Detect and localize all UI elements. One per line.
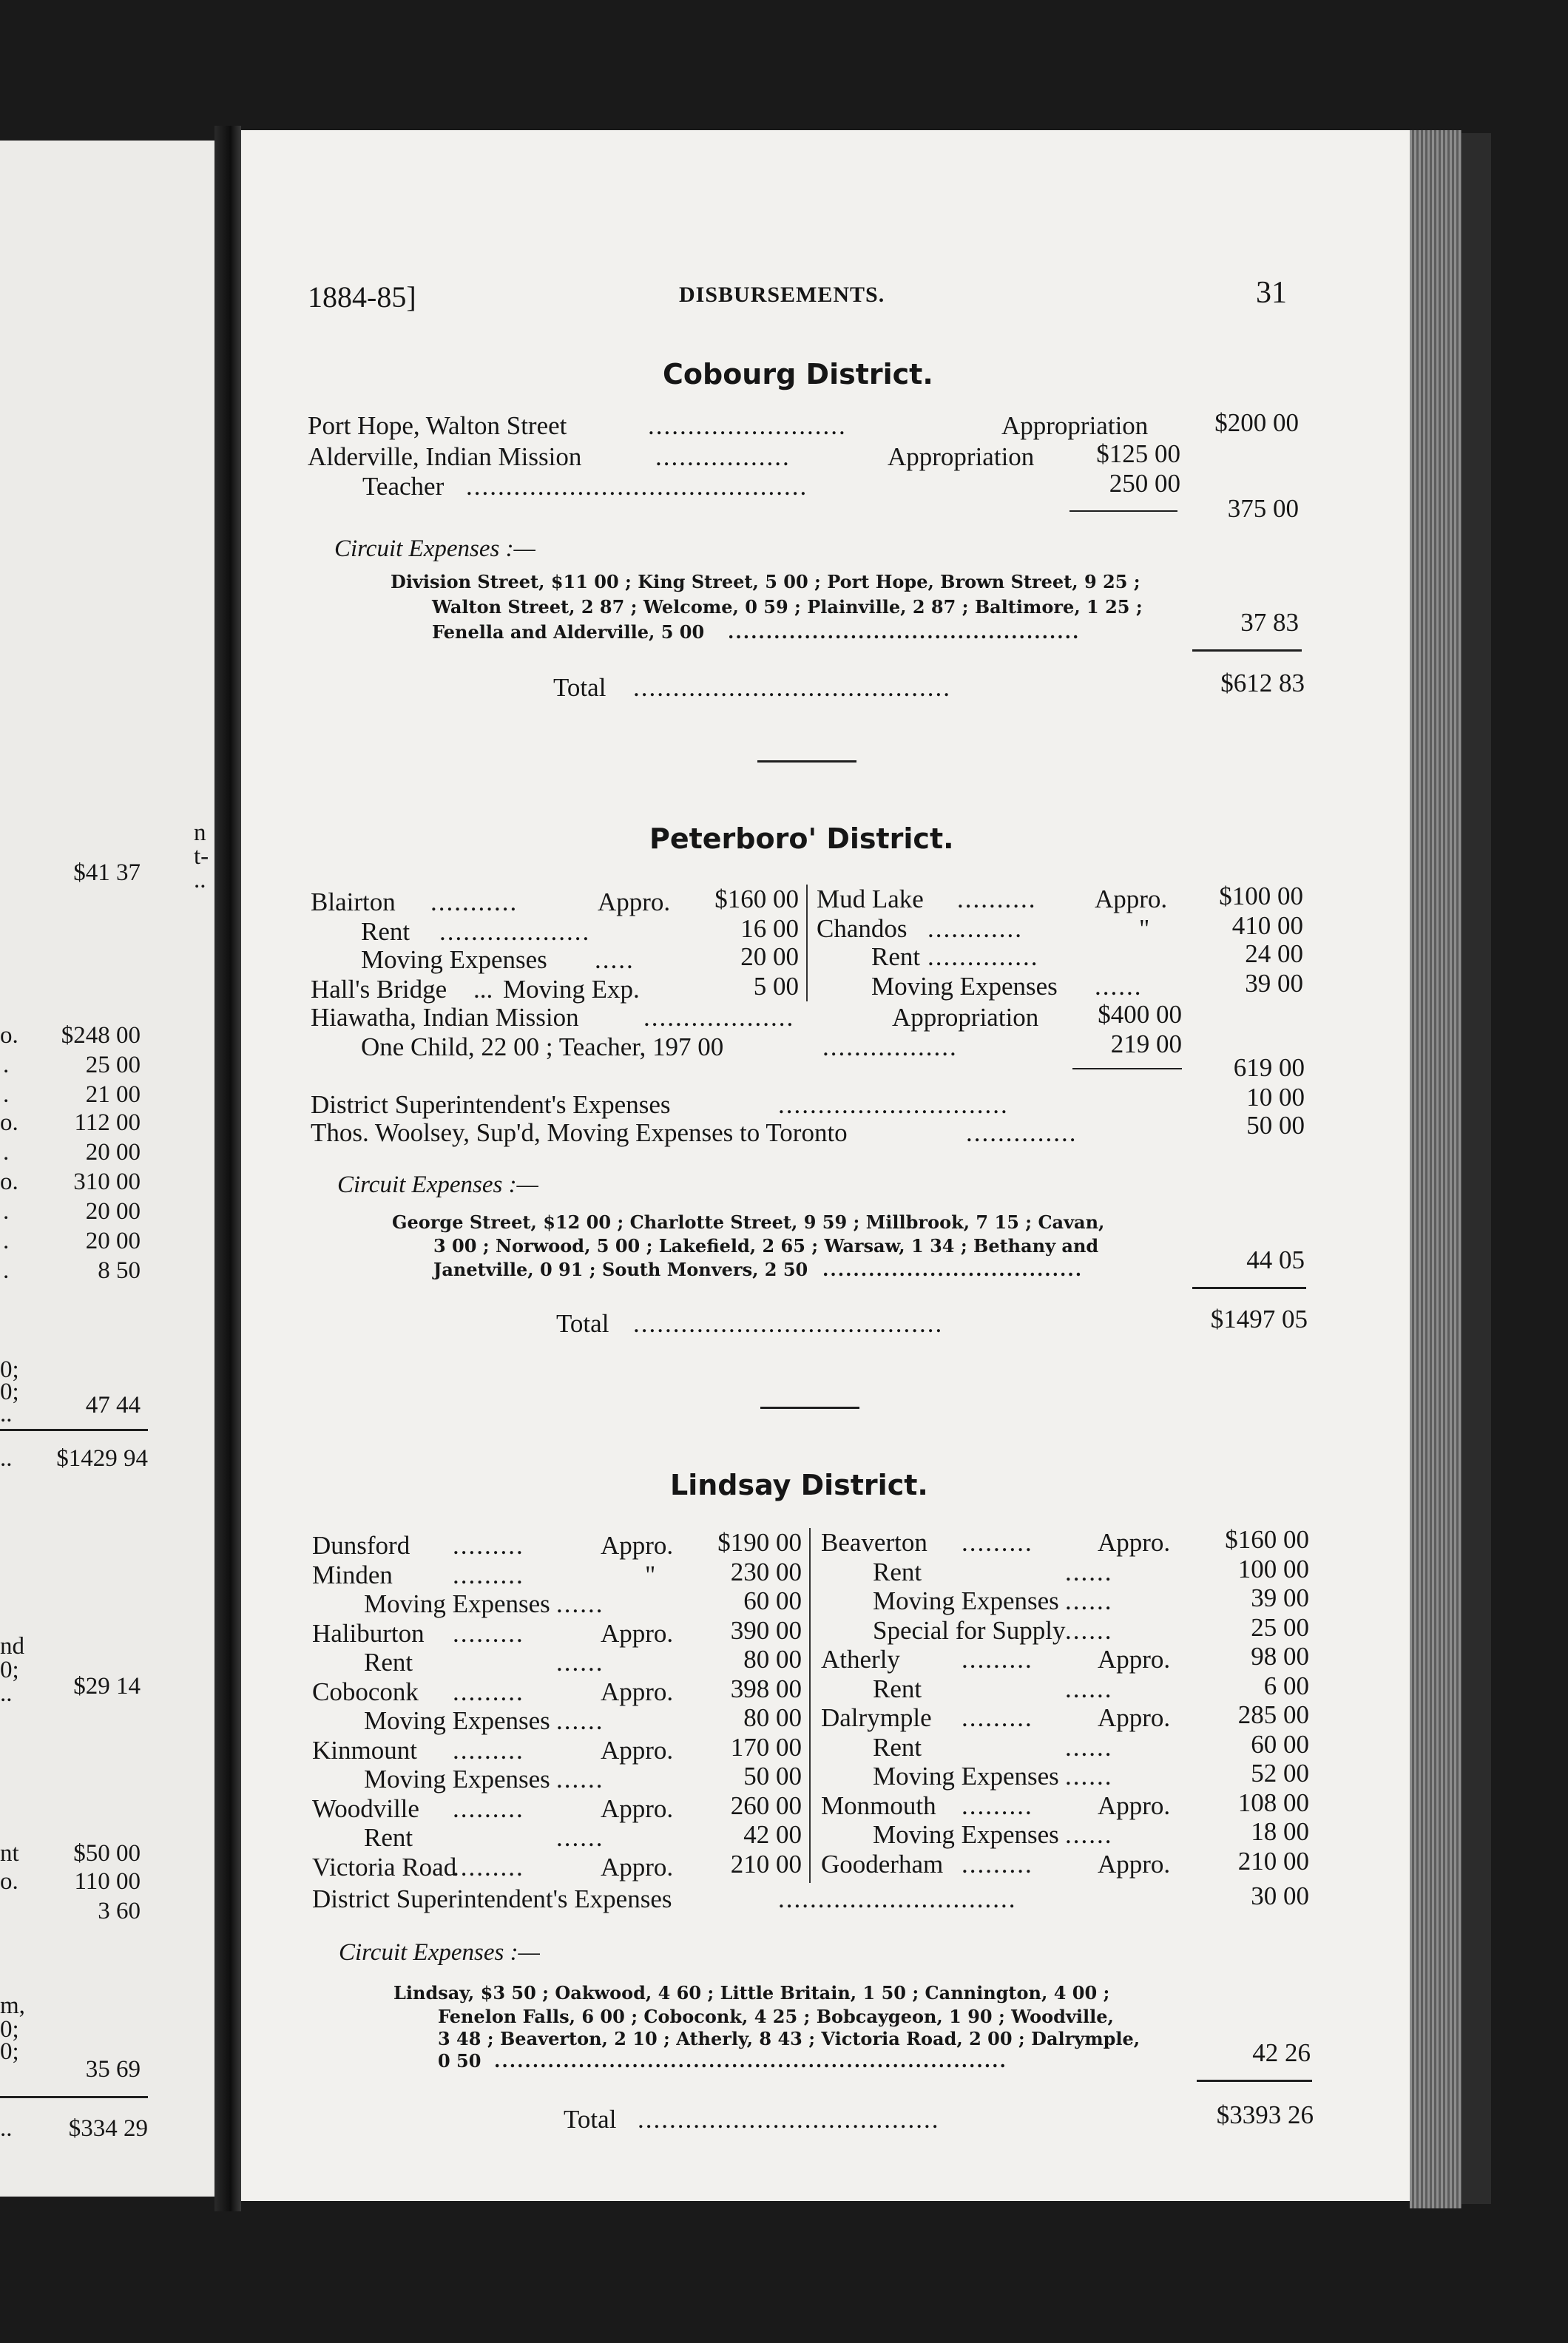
total-label: Total bbox=[553, 673, 606, 702]
entry-amount: 210 00 bbox=[730, 1849, 802, 1879]
entry-label: Special for Supply bbox=[873, 1615, 1066, 1645]
entry-label: Moving Expenses bbox=[873, 1586, 1059, 1615]
entry-amount: 30 00 bbox=[1251, 1882, 1309, 1910]
entry-amount: 52 00 bbox=[1251, 1759, 1309, 1788]
left-amount: 21 00 bbox=[85, 1081, 141, 1108]
entry-label: Mud Lake bbox=[817, 885, 924, 913]
left-amount: 25 00 bbox=[85, 1052, 141, 1078]
entry-amount: 10 00 bbox=[1246, 1083, 1305, 1112]
entry-amount: $190 00 bbox=[717, 1528, 802, 1557]
circuit-line: George Street, $12 00 ; Charlotte Street, 9 59 ; Millbrook, 7 15 ; Cavan, bbox=[392, 1211, 1105, 1233]
left-fragment: t- bbox=[194, 843, 209, 870]
left-fragment: o. bbox=[0, 1868, 18, 1895]
left-fragment: .. bbox=[194, 867, 206, 893]
entry-amount: $160 00 bbox=[1225, 1525, 1309, 1554]
circuit-line: Janetville, 0 91 ; South Monvers, 2 50 bbox=[433, 1259, 808, 1280]
entry-label: Atherly bbox=[821, 1645, 900, 1674]
left-total: $1429 94 bbox=[56, 1445, 148, 1472]
entry-subamount: $125 00 bbox=[1096, 439, 1180, 468]
entry-type: " bbox=[645, 1560, 656, 1589]
total-label: Total bbox=[564, 2105, 617, 2134]
entry-label: Moving Expenses bbox=[871, 972, 1058, 1001]
entry-amount: $200 00 bbox=[1214, 408, 1299, 437]
entry-label: Rent bbox=[364, 1823, 413, 1852]
leader-dots: ...... bbox=[1065, 1762, 1113, 1791]
leader-dots: ......... bbox=[962, 1791, 1033, 1820]
entry-type: Appropriation bbox=[888, 442, 1035, 471]
left-amount: 3 60 bbox=[98, 1898, 141, 1924]
entry-amount: $160 00 bbox=[714, 885, 799, 913]
leader-dots: ................. bbox=[822, 1032, 958, 1061]
leader-dots: ...... bbox=[556, 1648, 604, 1677]
entry-amount: 25 00 bbox=[1251, 1612, 1309, 1642]
total-amount: $1497 05 bbox=[1210, 1305, 1308, 1333]
entry-subamount: $400 00 bbox=[1098, 1000, 1182, 1029]
entry-amount: 44 05 bbox=[1246, 1245, 1305, 1274]
entry-amount: 50 00 bbox=[743, 1762, 802, 1791]
header-year: 1884-85] bbox=[308, 280, 416, 314]
left-total-rule bbox=[0, 1429, 148, 1431]
entry-label: Rent bbox=[361, 917, 410, 946]
entry-amount: 210 00 bbox=[1237, 1846, 1309, 1876]
left-fragment: nt bbox=[0, 1840, 19, 1867]
entry-label: Hall's Bridge bbox=[311, 975, 447, 1004]
entry-type: Moving Exp. bbox=[503, 975, 640, 1004]
entry-label: Moving Expenses bbox=[364, 1765, 550, 1793]
entry-amount: 100 00 bbox=[1237, 1554, 1309, 1583]
left-amount: 112 00 bbox=[74, 1109, 141, 1136]
entry-label: Rent bbox=[873, 1557, 922, 1586]
entry-label: District Superintendent's Expenses bbox=[312, 1884, 672, 1913]
left-amount: $50 00 bbox=[73, 1840, 141, 1867]
leader-dots: ......... bbox=[962, 1528, 1033, 1557]
page-edges bbox=[1410, 130, 1461, 2208]
entry-label: Chandos bbox=[817, 914, 908, 943]
left-fragment: 0; bbox=[0, 1657, 19, 1683]
entry-amount: $100 00 bbox=[1219, 882, 1303, 910]
entry-label: Dunsford bbox=[312, 1531, 410, 1560]
leader-dots: ...... bbox=[1065, 1586, 1113, 1615]
leader-dots: ...... bbox=[1065, 1732, 1113, 1762]
entry-label: Moving Expenses bbox=[873, 1820, 1059, 1849]
entry-label: District Superintendent's Expenses bbox=[311, 1090, 671, 1119]
entry-label: Moving Expenses bbox=[361, 945, 547, 974]
entry-amount: 24 00 bbox=[1245, 939, 1303, 968]
column-divider bbox=[806, 885, 808, 1001]
section-divider bbox=[760, 1407, 859, 1409]
entry-type: " bbox=[1139, 914, 1150, 943]
circuit-label: Circuit Expenses :— bbox=[334, 535, 535, 562]
leader-dots: ...... bbox=[1065, 1820, 1113, 1849]
leader-dots: ................. bbox=[655, 442, 791, 471]
entry-amount: 37 83 bbox=[1240, 608, 1299, 637]
entry-amount: 285 00 bbox=[1237, 1700, 1309, 1729]
left-fragment: 0; bbox=[0, 1379, 19, 1405]
left-fragment: 0; bbox=[0, 1356, 19, 1383]
entry-label: Woodville bbox=[312, 1793, 419, 1823]
leader-dots: ........................................... bbox=[466, 472, 808, 501]
leader-dots: ......... bbox=[453, 1618, 524, 1648]
leader-dots: ...... bbox=[556, 1589, 604, 1618]
entry-type: Appro. bbox=[1098, 1645, 1171, 1674]
entry-label: One Child, 22 00 ; Teacher, 197 00 bbox=[361, 1032, 724, 1061]
circuit-line: Fenelon Falls, 6 00 ; Coboconk, 4 25 ; Bobcaygeon, 1 90 ; Woodville, bbox=[438, 2006, 1114, 2027]
left-amount: 47 44 bbox=[85, 1392, 141, 1419]
entry-amount: 42 26 bbox=[1252, 2038, 1311, 2067]
leader-dots: ......... bbox=[962, 1703, 1033, 1732]
total-rule bbox=[1197, 2080, 1312, 2082]
circuit-line: 0 50 bbox=[438, 2050, 481, 2072]
entry-label: Dalrymple bbox=[821, 1703, 932, 1732]
book-cover-edge bbox=[1461, 133, 1491, 2204]
entry-amount: 60 00 bbox=[743, 1586, 802, 1615]
entry-type: Appro. bbox=[1095, 885, 1168, 913]
entry-amount: 20 00 bbox=[740, 942, 799, 971]
circuit-label: Circuit Expenses :— bbox=[337, 1172, 538, 1198]
entry-amount: 50 00 bbox=[1246, 1111, 1305, 1140]
subtotal-rule bbox=[1069, 510, 1177, 512]
entry-label: Teacher bbox=[362, 472, 445, 501]
left-total-rule bbox=[0, 2096, 148, 2098]
leader-dots: ................... bbox=[439, 917, 591, 946]
entry-type: Appro. bbox=[601, 1793, 674, 1823]
district-title: Cobourg District. bbox=[663, 358, 933, 390]
entry-type: Appro. bbox=[1098, 1791, 1171, 1820]
left-fragment: . bbox=[3, 1257, 10, 1284]
left-total: $334 29 bbox=[68, 2115, 148, 2142]
left-fragment: .. bbox=[0, 1401, 13, 1427]
left-fragment: 0; bbox=[0, 2038, 19, 2065]
left-fragment: m, bbox=[0, 1992, 25, 2019]
leader-dots: .............. bbox=[966, 1118, 1078, 1147]
left-amount: 35 69 bbox=[85, 2056, 141, 2083]
left-amount: 8 50 bbox=[98, 1257, 141, 1284]
leader-dots: ......... bbox=[453, 1852, 524, 1882]
leader-dots: ......... bbox=[962, 1645, 1033, 1674]
leader-dots: ............ bbox=[927, 914, 1023, 943]
circuit-line: Walton Street, 2 87 ; Welcome, 0 59 ; Plainville, 2 87 ; Baltimore, 1 25 ; bbox=[432, 596, 1143, 618]
leader-dots: ............................. bbox=[778, 1090, 1009, 1119]
entry-label: Rent bbox=[873, 1674, 922, 1703]
entry-amount: 80 00 bbox=[743, 1703, 802, 1732]
entry-subamount: 219 00 bbox=[1110, 1030, 1182, 1058]
header-title: DISBURSEMENTS. bbox=[679, 283, 885, 307]
entry-subamount: 250 00 bbox=[1109, 469, 1180, 498]
entry-type: Appro. bbox=[1098, 1528, 1171, 1557]
leader-dots: ......... bbox=[453, 1793, 524, 1823]
circuit-label: Circuit Expenses :— bbox=[339, 1939, 540, 1966]
entry-label: Port Hope, Walton Street bbox=[308, 411, 567, 440]
entry-amount: 230 00 bbox=[730, 1557, 802, 1586]
entry-label: Moving Expenses bbox=[873, 1762, 1059, 1791]
leader-dots: ................... bbox=[643, 1003, 795, 1032]
left-fragment: .. bbox=[0, 1445, 13, 1472]
entry-label: Blairton bbox=[311, 888, 396, 916]
entry-type: Appro. bbox=[601, 1677, 674, 1706]
entry-type: Appro. bbox=[601, 1852, 674, 1882]
entry-amount: 80 00 bbox=[743, 1645, 802, 1674]
entry-amount: 6 00 bbox=[1263, 1671, 1309, 1700]
left-amount: 20 00 bbox=[85, 1228, 141, 1254]
leader-dots: .......... bbox=[957, 885, 1037, 913]
circuit-line: 3 48 ; Beaverton, 2 10 ; Atherly, 8 43 ; Victoria Road, 2 00 ; Dalrymple, bbox=[438, 2028, 1140, 2049]
left-fragment: . bbox=[3, 1081, 10, 1108]
left-amount: $41 37 bbox=[73, 859, 141, 886]
left-fragment: .. bbox=[0, 1680, 13, 1707]
left-amount: $29 14 bbox=[73, 1673, 141, 1700]
entry-label: Hiawatha, Indian Mission bbox=[311, 1003, 579, 1032]
circuit-line: Division Street, $11 00 ; King Street, 5 00 ; Port Hope, Brown Street, 9 25 ; bbox=[391, 571, 1140, 592]
left-fragment: . bbox=[3, 1228, 10, 1254]
entry-label: Rent bbox=[364, 1648, 413, 1677]
entry-type: Appropriation bbox=[892, 1003, 1039, 1032]
entry-amount: 619 00 bbox=[1233, 1053, 1305, 1082]
entry-type: Appro. bbox=[601, 1618, 674, 1648]
entry-amount: 170 00 bbox=[730, 1732, 802, 1762]
leader-dots: ...... bbox=[556, 1765, 604, 1793]
entry-label: Monmouth bbox=[821, 1791, 936, 1820]
entry-amount: 410 00 bbox=[1231, 911, 1303, 940]
district-title: Lindsay District. bbox=[670, 1469, 928, 1501]
total-label: Total bbox=[556, 1309, 609, 1338]
entry-label: Beaverton bbox=[821, 1528, 927, 1557]
entry-label: Thos. Woolsey, Sup'd, Moving Expenses to Toronto bbox=[311, 1118, 848, 1147]
entry-amount: 18 00 bbox=[1251, 1817, 1309, 1846]
left-fragment: n bbox=[194, 819, 206, 846]
entry-amount: 260 00 bbox=[730, 1791, 802, 1820]
leader-dots: ........................................ bbox=[633, 673, 951, 702]
entry-amount: 39 00 bbox=[1251, 1583, 1309, 1612]
circuit-line: Fenella and Alderville, 5 00 bbox=[432, 621, 705, 643]
entry-amount: 5 00 bbox=[753, 972, 799, 1001]
leader-dots: ... bbox=[473, 975, 493, 1004]
entry-label: Haliburton bbox=[312, 1618, 425, 1648]
page-number: 31 bbox=[1256, 276, 1287, 310]
entry-label: Victoria Road bbox=[312, 1852, 457, 1882]
leader-dots: .............. bbox=[927, 942, 1039, 971]
entry-label: Moving Expenses bbox=[364, 1706, 550, 1735]
leader-dots: ...................................... bbox=[638, 2105, 940, 2134]
leader-dots: ...... bbox=[1095, 972, 1143, 1001]
total-amount: $3393 26 bbox=[1216, 2100, 1314, 2129]
entry-label: Alderville, Indian Mission bbox=[308, 442, 582, 471]
leader-dots: .............................. bbox=[778, 1884, 1017, 1913]
entry-amount: 390 00 bbox=[730, 1615, 802, 1645]
leader-dots: ......... bbox=[962, 1849, 1033, 1879]
entry-label: Rent bbox=[871, 942, 921, 971]
leader-dots: ......... bbox=[453, 1560, 524, 1589]
entry-type: Appro. bbox=[1098, 1849, 1171, 1879]
left-fragment: .. bbox=[0, 2115, 13, 2142]
leader-dots: .................................. bbox=[822, 1259, 1084, 1280]
leader-dots: ...... bbox=[1065, 1557, 1113, 1586]
leader-dots: ......... bbox=[453, 1531, 524, 1560]
leader-dots: ......................... bbox=[648, 411, 847, 440]
entry-type: Appro. bbox=[598, 888, 671, 916]
leader-dots: .............................................. bbox=[728, 621, 1081, 643]
left-fragment: nd bbox=[0, 1633, 24, 1660]
leader-dots: ...... bbox=[1065, 1674, 1113, 1703]
left-fragment: o. bbox=[0, 1109, 18, 1136]
leader-dots: ..... bbox=[595, 945, 635, 974]
leader-dots: ........... bbox=[430, 888, 518, 916]
entry-type: Appro. bbox=[601, 1531, 674, 1560]
district-title: Peterboro' District. bbox=[649, 822, 954, 855]
entry-amount: 60 00 bbox=[1251, 1729, 1309, 1759]
entry-amount: 98 00 bbox=[1251, 1642, 1309, 1671]
leader-dots: ....................................... bbox=[633, 1309, 944, 1338]
entry-label: Minden bbox=[312, 1560, 393, 1589]
entry-label: Moving Expenses bbox=[364, 1589, 550, 1618]
total-rule bbox=[1192, 649, 1302, 652]
entry-amount: 108 00 bbox=[1237, 1788, 1309, 1817]
left-fragment: 0; bbox=[0, 2016, 19, 2043]
left-fragment: . bbox=[3, 1052, 10, 1078]
column-divider bbox=[809, 1528, 811, 1883]
entry-amount: 398 00 bbox=[730, 1674, 802, 1703]
left-amount: 20 00 bbox=[85, 1198, 141, 1225]
leader-dots: ......... bbox=[453, 1677, 524, 1706]
entry-amount: 375 00 bbox=[1227, 494, 1299, 523]
left-fragment: . bbox=[3, 1139, 10, 1166]
left-fragment: o. bbox=[0, 1169, 18, 1195]
total-rule bbox=[1192, 1287, 1306, 1289]
entry-type: Appro. bbox=[1098, 1703, 1171, 1732]
entry-amount: 16 00 bbox=[740, 914, 799, 943]
leader-dots: ...... bbox=[556, 1823, 604, 1852]
entry-label: Rent bbox=[873, 1732, 922, 1762]
entry-type: Appro. bbox=[601, 1735, 674, 1765]
leader-dots: ................................................................... bbox=[494, 2050, 1007, 2072]
left-amount: $248 00 bbox=[61, 1022, 141, 1049]
entry-label: Gooderham bbox=[821, 1849, 944, 1879]
entry-label: Kinmount bbox=[312, 1735, 417, 1765]
entry-amount: 42 00 bbox=[743, 1820, 802, 1849]
total-amount: $612 83 bbox=[1220, 669, 1305, 697]
left-amount: 20 00 bbox=[85, 1139, 141, 1166]
left-fragment: o. bbox=[0, 1022, 18, 1049]
section-divider bbox=[757, 760, 856, 763]
leader-dots: ...... bbox=[1065, 1615, 1113, 1645]
entry-amount: 39 00 bbox=[1245, 969, 1303, 998]
circuit-line: Lindsay, $3 50 ; Oakwood, 4 60 ; Little Britain, 1 50 ; Cannington, 4 00 ; bbox=[393, 1982, 1110, 2004]
entry-label: Coboconk bbox=[312, 1677, 419, 1706]
left-fragment: . bbox=[3, 1198, 10, 1225]
entry-type: Appropriation bbox=[1001, 411, 1149, 440]
circuit-line: 3 00 ; Norwood, 5 00 ; Lakefield, 2 65 ; Warsaw, 1 34 ; Bethany and bbox=[433, 1235, 1099, 1257]
leader-dots: ......... bbox=[453, 1735, 524, 1765]
left-amount: 310 00 bbox=[73, 1169, 141, 1195]
subtotal-rule bbox=[1072, 1068, 1182, 1069]
book-gutter bbox=[214, 126, 241, 2211]
leader-dots: ...... bbox=[556, 1706, 604, 1735]
left-amount: 110 00 bbox=[74, 1868, 141, 1895]
